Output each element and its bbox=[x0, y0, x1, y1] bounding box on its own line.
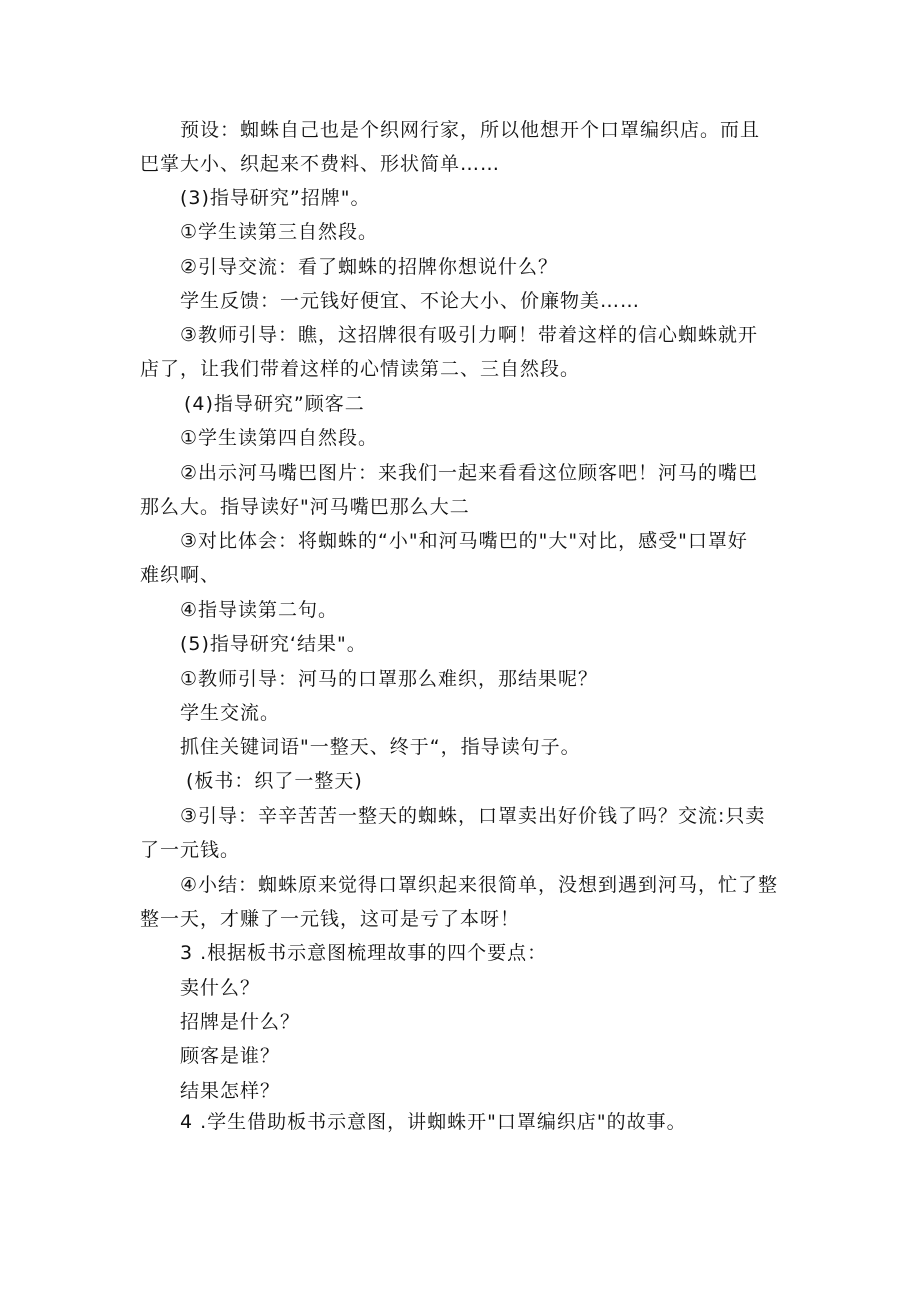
list-item: ①教师引导：河马的口罩那么难织，那结果呢？ bbox=[180, 668, 599, 690]
question-item: 结果怎样？ bbox=[180, 1080, 281, 1102]
list-item: ③引导：辛辛苦苦一整天的蜘蛛，口罩卖出好价钱了吗？交流:只卖 bbox=[180, 805, 766, 827]
section-heading-4: (4)指导研究”顾客二 bbox=[184, 393, 365, 415]
list-item-cont: 难织啊、 bbox=[140, 564, 221, 586]
list-item: ③对比体会：将蜘蛛的“小"和河马嘴巴的"大"对比，感受"口罩好 bbox=[180, 530, 748, 552]
list-item: ①学生读第三自然段。 bbox=[180, 221, 379, 243]
question-item: 卖什么？ bbox=[180, 977, 261, 999]
question-item: 招牌是什么？ bbox=[180, 1011, 301, 1033]
list-item: ④指导读第二句。 bbox=[180, 599, 339, 621]
list-item-cont: 那么大。指导读好"河马嘴巴那么大二 bbox=[140, 496, 470, 518]
list-item-cont: 整一天，才赚了一元钱，这可是亏了本呀！ bbox=[140, 908, 521, 930]
step-4: 4 .学生借助板书示意图，讲蜘蛛开"口罩编织店"的故事。 bbox=[180, 1111, 687, 1133]
section-heading-5: (5)指导研究‘结果"。 bbox=[180, 633, 367, 655]
section-heading-3: (3)指导研究”招牌"。 bbox=[180, 187, 371, 209]
list-item: ②出示河马嘴巴图片：来我们一起来看看这位顾客吧！河马的嘴巴 bbox=[180, 462, 759, 484]
board-note: (板书：织了一整天) bbox=[186, 770, 363, 792]
list-item-cont: 了一元钱。 bbox=[140, 839, 241, 861]
list-item: 学生交流。 bbox=[180, 702, 281, 724]
list-item: ④小结：蜘蛛原来觉得口罩织起来很简单，没想到遇到河马，忙了整 bbox=[180, 874, 779, 896]
list-item: ①学生读第四自然段。 bbox=[180, 427, 379, 449]
list-item: 学生反馈：一元钱好便宜、不论大小、价廉物美…… bbox=[180, 290, 641, 312]
step-3: 3 .根据板书示意图梳理故事的四个要点： bbox=[180, 942, 548, 964]
paragraph-preset-cont: 巴掌大小、织起来不费料、形状简单…… bbox=[140, 153, 501, 175]
paragraph-preset: 预设：蜘蛛自己也是个织网行家，所以他想开个口罩编织店。而且 bbox=[180, 119, 761, 141]
list-item: 抓住关键词语"一整天、终于“，指导读句子。 bbox=[180, 736, 581, 758]
list-item-cont: 店了，让我们带着这样的心情读第二、三自然段。 bbox=[140, 358, 581, 380]
question-item: 顾客是谁？ bbox=[180, 1045, 281, 1067]
list-item: ③教师引导：瞧，这招牌很有吸引力啊！带着这样的信心蜘蛛就开 bbox=[180, 324, 759, 346]
list-item: ②引导交流：看了蜘蛛的招牌你想说什么？ bbox=[180, 256, 559, 278]
